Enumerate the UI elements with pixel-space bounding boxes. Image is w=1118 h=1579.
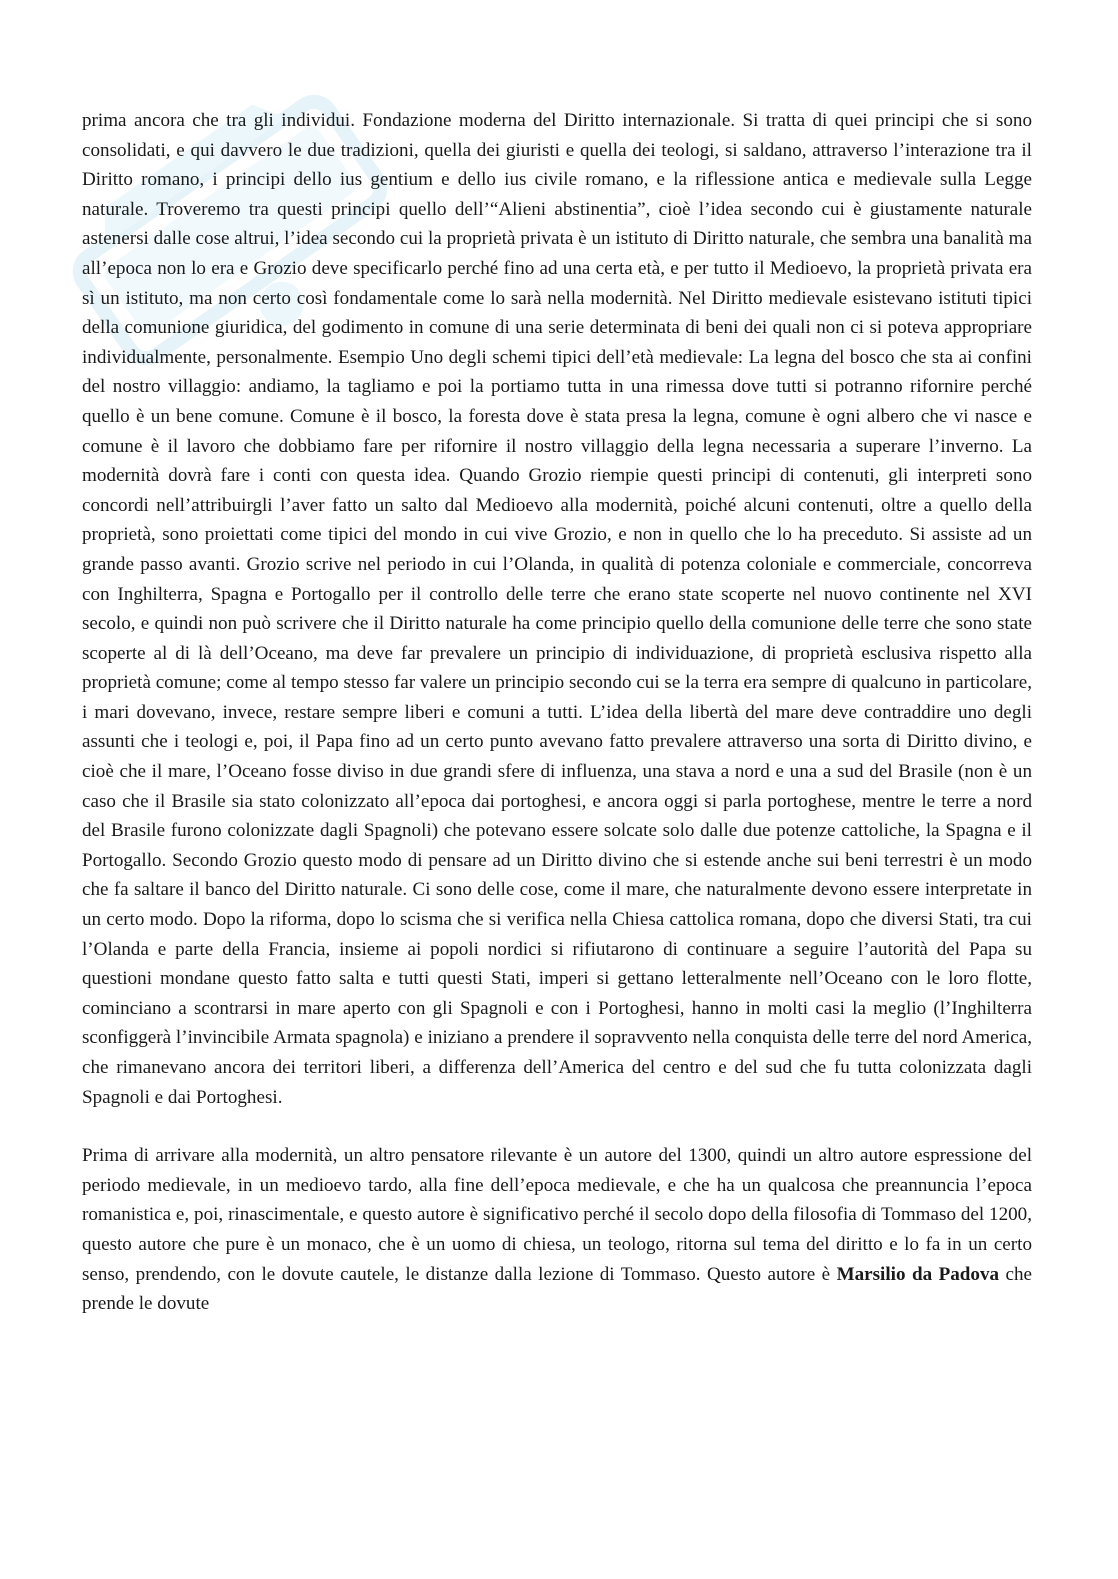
paragraph-2-text-start: Prima di arrivare alla modernità, un altro pensatore rilevante è un autore del 1300, quindi un altro autore espressione del periodo medievale, in un medioevo tardo, alla fine dell’epoca medievale, e che ha un qualcosa che preannuncia l’epoca romanistica e, poi, rinascimentale, e questo autore è significativo perché il secolo dopo della filosofia di Tommaso del 1200, questo autore che pure è un monaco, che è un uomo di chiesa, un teologo, ritorna sul tema del diritto e lo fa in un certo senso, prendendo, con le dovute cautele, le distanze dalla lezione di Tommaso. Questo autore è: [82, 1145, 1032, 1285]
paragraph-2-text-end: che prende le dovute: [82, 1263, 1032, 1315]
body-paragraph-2: [82, 1141, 1032, 1319]
author-name-bold: Marsilio da Padova: [836, 1263, 1000, 1285]
body-paragraph-1: prima ancora che tra gli individui. Fondazione moderna del Diritto internazionale. Si tratta di quei principi che si sono consolidati, e qui davvero le due tradizioni, quella dei giuristi e quella dei teologi, si saldano, attraverso l’interazione tra il Diritto romano, i principi dello ius gentium e dello ius civile romano, e la riflessione antica e medievale sulla Legge naturale. Troveremo tra questi principi quello dell’“Alieni abstinentia”, cioè l’idea secondo cui è giustamente naturale astenersi dalle cose altrui, l’idea secondo cui la proprietà privata è un istituto di Diritto naturale, che sembra una banalità ma all’epoca non lo era e Grozio deve specificarlo perché fino ad una certa età, e per tutto il Medioevo, la proprietà privata era sì un istituto, ma non certo così fondamentale come lo sarà nella modernità. Nel Diritto medievale esistevano istituti tipici della comunione giuridica, del godimento in comune di una serie determinata di beni dei quali non ci si poteva appropriare individualmente, personalmente. Esempio Uno degli schemi tipici dell’età medievale: La legna del bosco che sta ai confini del nostro villaggio: andiamo, la tagliamo e poi la portiamo tutta in una rimessa dove tutti si potranno rifornire perché quello è un bene comune. Comune è il bosco, la foresta dove è stata presa la legna, comune è ogni albero che vi nasce e comune è il lavoro che dobbiamo fare per rifornire il nostro villaggio della legna necessaria a superare l’inverno. La modernità dovrà fare i conti con questa idea. Quando Grozio riempie questi principi di contenuti, gli interpreti sono concordi nell’attribuirgli l’aver fatto un salto dal Medioevo alla modernità, poiché alcuni contenuti, oltre a quello della proprietà, sono proiettati come tipici del mondo in cui vive Grozio, e non in quello che lo ha preceduto. Si assiste ad un grande passo avanti. Grozio scrive nel periodo in cui l’Olanda, in qualità di potenza coloniale e commerciale, concorreva con Inghilterra, Spagna e Portogallo per il controllo delle terre che erano state scoperte nel nuovo continente nel XVI secolo, e quindi non può scrivere che il Diritto naturale ha come principio quello della comunione delle terre che sono state scoperte al di là dell’Oceano, ma deve far prevalere un principio di individuazione, di proprietà esclusiva rispetto alla proprietà comune; come al tempo stesso far valere un principio secondo cui se la terra era sempre di qualcuno in particolare, i mari dovevano, invece, restare sempre liberi e comuni a tutti. L’idea della libertà del mare deve contraddire uno degli assunti che i teologi e, poi, il Papa fino ad un certo punto avevano fatto prevalere attraverso una sorta di Diritto divino, e cioè che il mare, l’Oceano fosse diviso in due grandi sfere di influenza, una stava a nord e una a sud del Brasile (non è un caso che il Brasile sia stato colonizzato all’epoca dai portoghesi, e ancora oggi si parla portoghese, mentre le terre a nord del Brasile furono colonizzate dagli Spagnoli) che potevano essere solcate solo dalle due potenze cattoliche, la Spagna e il Portogallo. Secondo Grozio questo modo di pensare ad un Diritto divino che si estende anche sui beni terrestri è un modo che fa saltare il banco del Diritto naturale. Ci sono delle cose, come il mare, che naturalmente devono essere interpretate in un certo modo. Dopo la riforma, dopo lo scisma che si verifica nella Chiesa cattolica romana, dopo che diversi Stati, tra cui l’Olanda e parte della Francia, insieme ai popoli nordici si rifiutarono di continuare a seguire l’autorità del Papa su questioni mondane questo fatto salta e tutti questi Stati, imperi si gettano letteralmente nell’Oceano con le loro flotte, cominciano a scontrarsi in mare aperto con gli Spagnoli e con i Portoghesi, hanno in molti casi la meglio (l’Inghilterra sconfiggerà l’invincibile Armata spagnola) e iniziano a prendere il sopravvento nella conquista delle terre del nord America, che rimanevano ancora dei territori liberi, a differenza dell’America del centro e del sud che fu tutta colonizzata dagli Spagnoli e dai Portoghesi.: [82, 110, 1032, 1108]
document-page: [82, 106, 1032, 1319]
